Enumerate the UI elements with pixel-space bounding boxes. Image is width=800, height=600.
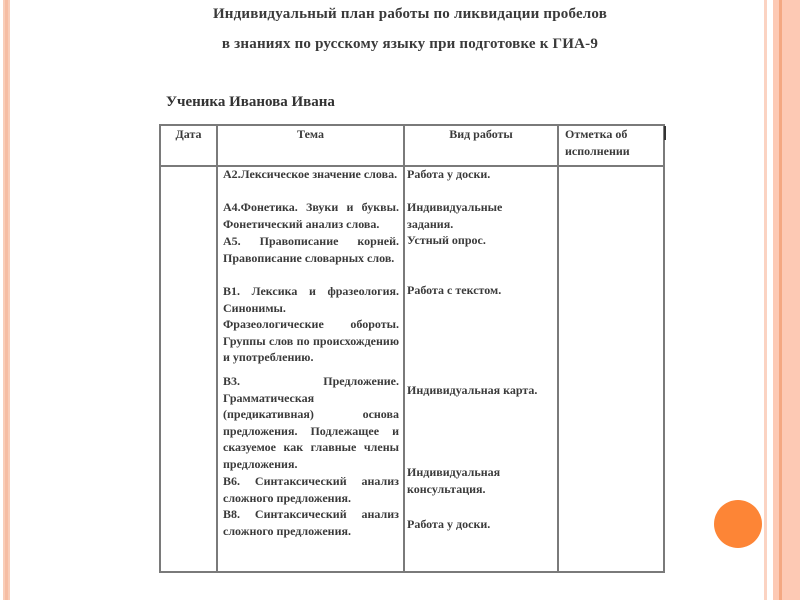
right-border-dark-stripe [779, 0, 782, 600]
header-date: Дата [175, 127, 202, 141]
topic-item: В3. Предложение. Грамматическая (предикативная) основа предложения. Подлежащее и сказуемое как главные члены предложения. [223, 374, 399, 471]
column-divider-1 [216, 124, 218, 573]
column-divider-3 [557, 124, 559, 573]
column-divider-2 [403, 124, 405, 573]
topic-item: В8. Синтаксический анализ сложного предложения. [223, 507, 399, 538]
right-border-band [773, 0, 800, 600]
work-type-item: Устный опрос. [407, 233, 486, 247]
plan-table [159, 124, 665, 572]
table-border-right [663, 124, 665, 573]
header-work-type: Вид работы [449, 127, 513, 141]
header-topic: Тема [297, 127, 324, 141]
text-cursor [664, 126, 666, 140]
document-title-line1: Индивидуальный план работы по ликвидации пробелов [212, 6, 608, 22]
document-title-line2: в знаниях по русскому языку при подготовке к ГИА-9 [221, 36, 599, 52]
table-border-left [159, 124, 161, 573]
topic-item: В6. Синтаксический анализ сложного предложения. [223, 474, 399, 505]
work-type-item: Работа с текстом. [407, 283, 502, 297]
work-type-item: Индивидуальная консультация. [407, 465, 501, 496]
topic-item: А2.Лексическое значение слова. [223, 167, 398, 181]
left-border-stripe-inner [5, 0, 8, 600]
right-border-thin-stripe [764, 0, 767, 600]
work-type-item: Индивидуальные задания. [407, 200, 503, 231]
student-name: Ученика Иванова Ивана [166, 94, 335, 110]
topic-item: В1. Лексика и фразеология. Синонимы. [223, 284, 399, 315]
header-completion-mark: Отметка об исполнении [565, 127, 630, 158]
orange-circle-icon [714, 500, 762, 548]
work-type-item: Работа у доски. [407, 517, 491, 531]
table-border-bottom [159, 571, 665, 573]
topic-item: Фразеологические обороты. Группы слов по происхождению и употреблению. [223, 317, 399, 365]
work-type-item: Работа у доски. [407, 167, 491, 181]
topic-item: А5. Правописание корней. Правописание словарных слов. [223, 234, 399, 265]
work-type-item: Индивидуальная карта. [407, 383, 538, 397]
topic-item: А4.Фонетика. Звуки и буквы. Фонетический анализ слова. [223, 200, 399, 231]
